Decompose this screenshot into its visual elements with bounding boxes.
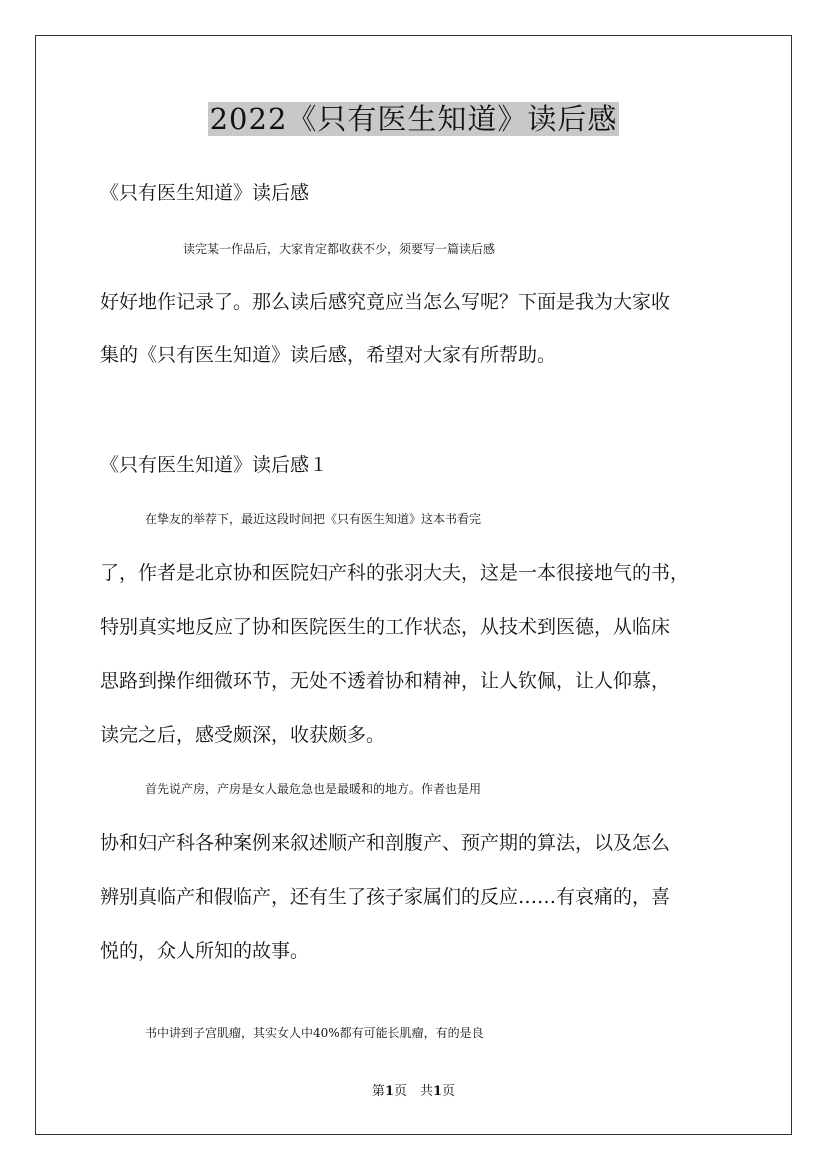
document-title-row — [0, 100, 827, 138]
footer-suffix: 页 — [442, 1084, 456, 1099]
paragraph2-line-1: 首先说产房，产房是女人最危急也是最暖和的地方。作者也是用 — [145, 782, 482, 796]
paragraph1-line-5: 读完之后，感受颇深，收获颇多。 — [100, 724, 386, 746]
paragraph1-line-3: 特别真实地反应了协和医院医生的工作状态，从技术到医德，从临床 — [100, 616, 671, 638]
section-heading: 《只有医生知道》读后感１ — [100, 454, 329, 476]
document-title: 2022《只有医生知道》读后感 — [209, 102, 618, 136]
paragraph1-line-1: 在挚友的举荐下，最近这段时间把《只有医生知道》这本书看完 — [145, 512, 482, 526]
paragraph1-line-2: 了，作者是北京协和医院妇产科的张羽大夫，这是一本很接地气的书， — [100, 562, 690, 584]
footer-prefix: 第 — [371, 1084, 385, 1099]
footer-page-number: 1 — [384, 1084, 394, 1099]
paragraph2-line-4: 悦的，众人所知的故事。 — [100, 940, 310, 962]
intro-line-3: 集的《只有医生知道》读后感，希望对大家有所帮助。 — [100, 344, 557, 366]
paragraph3-line-1: 书中讲到子宫肌瘤，其实女人中40%都有可能长肌瘤，有的是良 — [145, 1026, 484, 1040]
paragraph2-line-3: 辨别真临产和假临产，还有生了孩子家属们的反应……有哀痛的，喜 — [100, 886, 671, 908]
intro-line-1: 读完某一作品后，大家肯定都收获不少，须要写一篇读后感 — [183, 242, 496, 256]
subtitle: 《只有医生知道》读后感 — [100, 182, 310, 204]
footer-mid: 页 共 — [393, 1084, 433, 1099]
paragraph2-line-2: 协和妇产科各种案例来叙述顺产和剖腹产、预产期的算法，以及怎么 — [100, 832, 671, 854]
paragraph1-line-4: 思路到操作细微环节，无处不透着协和精神，让人钦佩，让人仰慕， — [100, 670, 671, 692]
page-footer — [0, 1083, 827, 1101]
footer-page-total: 1 — [433, 1084, 443, 1099]
intro-line-2: 好好地作记录了。那么读后感究竟应当怎么写呢？下面是我为大家收 — [100, 291, 671, 313]
